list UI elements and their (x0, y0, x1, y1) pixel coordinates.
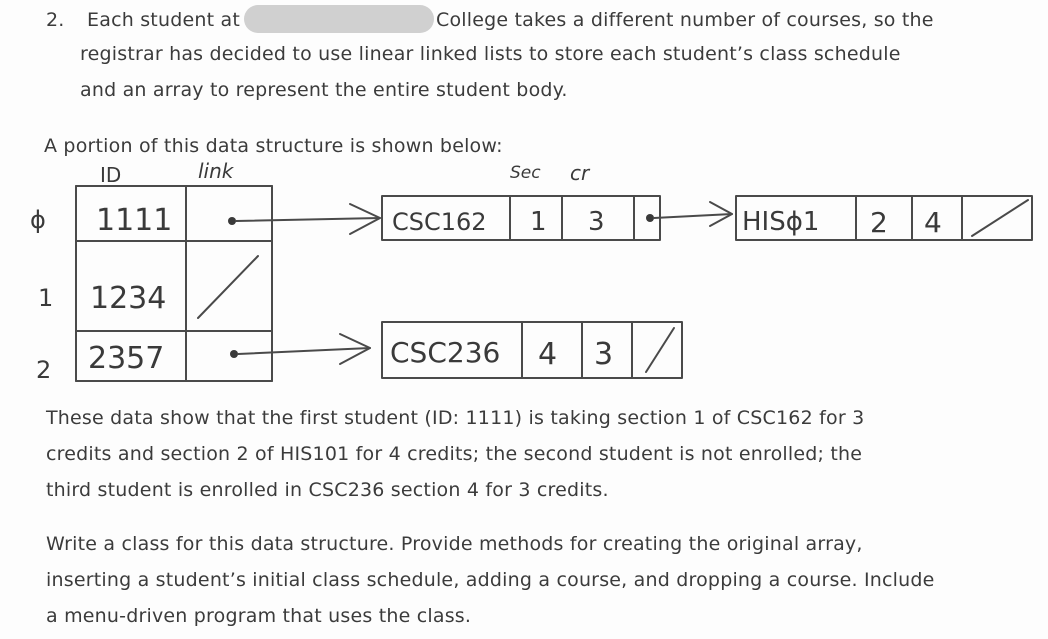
task-line-2: inserting a student’s initial class schedule, adding a course, and dropping a course. Include (46, 569, 935, 591)
row-index-1: 1 (38, 284, 54, 312)
link-pointer-dot-0 (228, 217, 236, 225)
explanation-line-1: These data show that the first student (ID: 1111) is taking section 1 of CSC162 for 3 (46, 407, 865, 429)
null-link-1 (198, 256, 258, 318)
task-line-1: Write a class for this data structure. Provide methods for creating the original array, (46, 533, 863, 555)
explanation-line-2: credits and section 2 of HIS101 for 4 credits; the second student is not enrolled; the (46, 443, 863, 465)
node1-next-arrow (654, 202, 732, 226)
link-pointer-dot-2 (230, 350, 238, 358)
student-id-1: 1234 (90, 281, 167, 316)
problem-line-1 (46, 2, 934, 38)
link-arrow-2 (238, 334, 370, 364)
linked-list-diagram (0, 156, 1048, 406)
student-id-2: 2357 (88, 341, 165, 376)
sec-column-header: Sec (510, 163, 541, 183)
node3-cr: 3 (594, 337, 614, 372)
student-id-0: 1111 (96, 203, 173, 238)
node1-sec: 1 (530, 207, 547, 237)
row-index-2: 2 (36, 356, 52, 384)
node1-course: CSC162 (392, 208, 487, 236)
node3-sec: 4 (538, 337, 558, 372)
node1-pointer-dot (646, 214, 654, 222)
problem-number: 2. (46, 9, 65, 31)
node3-course: CSC236 (390, 336, 501, 369)
node2-course: HISɸ1 (742, 207, 820, 237)
cr-column-header: cr (570, 161, 590, 185)
problem-line-1-start: Each student at (87, 9, 240, 31)
problem-line-1-end: College takes a different number of courses, so the (435, 9, 934, 31)
link-arrow-0 (236, 204, 380, 234)
task-line-3: a menu-driven program that uses the class. (46, 605, 472, 627)
problem-line-2: registrar has decided to use linear linked lists to store each student’s class schedule (80, 43, 901, 65)
node1-cr: 3 (588, 207, 605, 237)
problem-line-3: and an array to represent the entire student body. (80, 79, 568, 101)
row-index-0: ɸ (30, 206, 46, 234)
node2-sec: 2 (870, 206, 888, 239)
diagram-intro: A portion of this data structure is shown below: (44, 135, 503, 157)
link-column-header: link (198, 159, 234, 183)
id-column-header: ID (100, 163, 122, 187)
redacted-college-name (244, 5, 434, 33)
explanation-line-3: third student is enrolled in CSC236 section 4 for 3 credits. (46, 479, 609, 501)
node2-cr: 4 (924, 206, 942, 239)
